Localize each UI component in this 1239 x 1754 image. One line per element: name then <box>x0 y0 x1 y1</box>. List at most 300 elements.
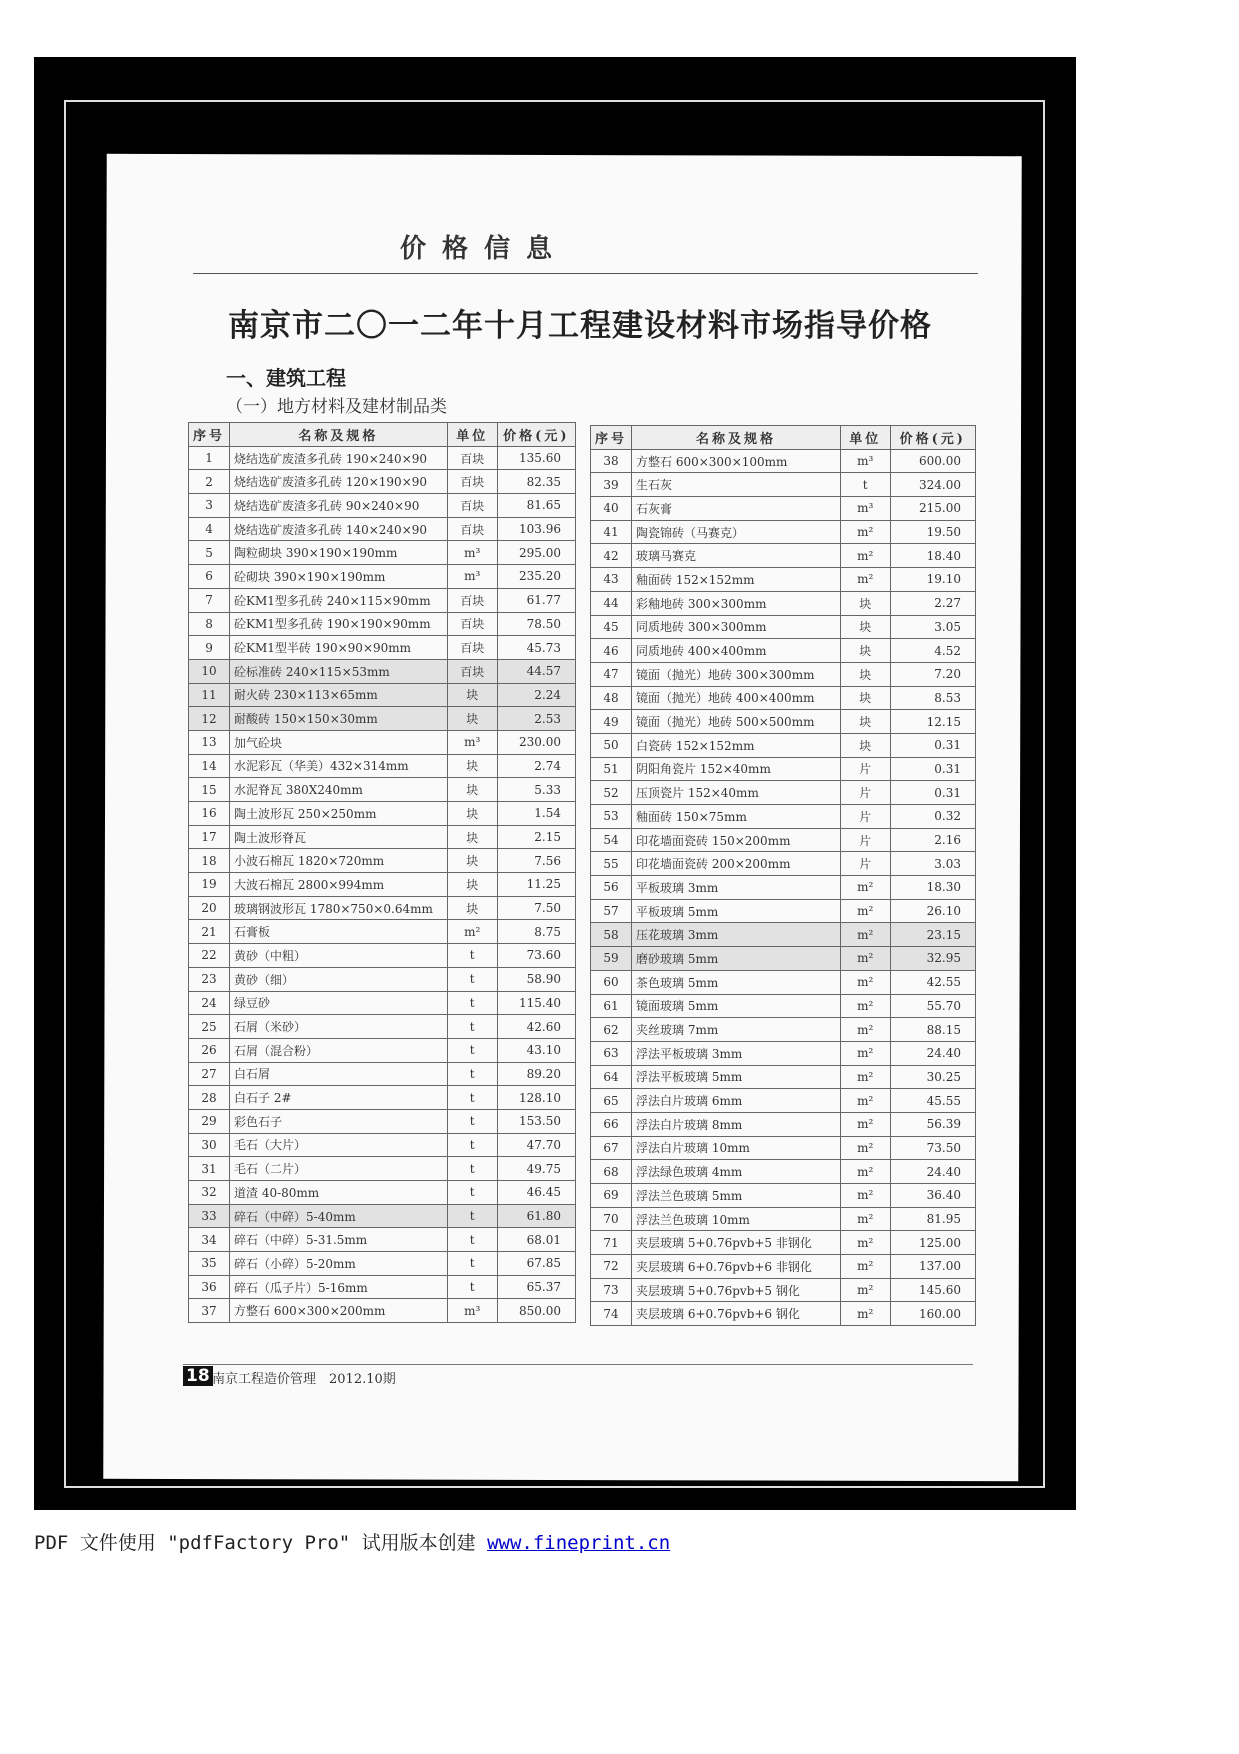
row-price: 19.50 <box>890 520 976 544</box>
table-row <box>591 1065 976 1089</box>
row-seq: 58 <box>591 923 632 947</box>
row-price: 61.80 <box>497 1204 575 1228</box>
row-unit: 块 <box>840 710 890 734</box>
row-name: 白石子 2# <box>230 1086 448 1110</box>
table-row <box>591 1231 976 1255</box>
row-unit: t <box>447 1015 497 1039</box>
row-name: 茶色玻璃 5mm <box>632 970 841 994</box>
row-seq: 16 <box>189 802 230 826</box>
row-unit: m³ <box>840 449 890 473</box>
row-unit: t <box>447 1228 497 1252</box>
table-row <box>189 636 576 660</box>
row-name: 耐火砖 230×113×65mm <box>230 683 448 707</box>
col-header-unit: 单位 <box>447 423 497 447</box>
row-name: 平板玻璃 3mm <box>632 876 841 900</box>
row-price: 45.73 <box>497 636 575 660</box>
row-seq: 24 <box>189 991 230 1015</box>
row-price: 30.25 <box>890 1065 976 1089</box>
row-unit: m³ <box>840 497 890 521</box>
row-seq: 40 <box>591 497 632 521</box>
row-unit: t <box>447 1181 497 1205</box>
row-unit: m³ <box>447 730 497 754</box>
row-name: 浮法平板玻璃 3mm <box>632 1041 841 1065</box>
table-row <box>591 615 976 639</box>
row-price: 42.60 <box>497 1015 575 1039</box>
table-row <box>591 757 976 781</box>
table-row <box>591 899 976 923</box>
row-price: 24.40 <box>890 1041 976 1065</box>
table-row <box>189 1015 576 1039</box>
table-row <box>189 707 576 731</box>
row-name: 陶瓷锦砖（马赛克） <box>632 520 841 544</box>
table-row <box>591 710 976 734</box>
table-row <box>591 781 976 805</box>
row-price: 850.00 <box>497 1299 575 1323</box>
row-unit: 百块 <box>447 446 497 470</box>
table-row <box>591 805 976 829</box>
row-name: 碎石（中碎）5-40mm <box>230 1204 448 1228</box>
row-unit: 百块 <box>447 588 497 612</box>
table-row <box>189 1109 576 1133</box>
row-seq: 21 <box>189 920 230 944</box>
row-unit: t <box>447 1038 497 1062</box>
subsection-heading: （一）地方材料及建材制品类 <box>226 397 447 417</box>
row-name: 阴阳角瓷片 152×40mm <box>632 757 841 781</box>
row-name: 磨砂玻璃 5mm <box>632 947 841 971</box>
row-name: 道渣 40-80mm <box>230 1181 448 1205</box>
row-price: 2.74 <box>497 754 575 778</box>
row-seq: 19 <box>189 873 230 897</box>
row-name: 黄砂（细） <box>230 967 448 991</box>
row-name: 压顶瓷片 152×40mm <box>632 781 841 805</box>
row-unit: m³ <box>447 1299 497 1323</box>
row-price: 3.03 <box>890 852 976 876</box>
row-name: 砼砌块 390×190×190mm <box>230 565 448 589</box>
row-unit: m² <box>840 1065 890 1089</box>
row-price: 42.55 <box>890 970 976 994</box>
watermark-link[interactable]: www.fineprint.cn <box>487 1532 671 1554</box>
row-seq: 43 <box>591 568 632 592</box>
row-unit: m² <box>840 544 890 568</box>
row-unit: 块 <box>840 733 890 757</box>
row-name: 镜面（抛光）地砖 300×300mm <box>632 662 841 686</box>
row-name: 印花墙面瓷砖 200×200mm <box>632 852 841 876</box>
row-unit: 百块 <box>447 470 497 494</box>
row-price: 5.33 <box>497 778 575 802</box>
row-unit: 百块 <box>447 494 497 518</box>
row-name: 玻璃钢波形瓦 1780×750×0.64mm <box>230 896 448 920</box>
row-price: 235.20 <box>497 565 575 589</box>
row-seq: 45 <box>591 615 632 639</box>
row-seq: 66 <box>591 1112 632 1136</box>
col-header-price: 价格(元) <box>890 426 976 450</box>
row-seq: 32 <box>189 1181 230 1205</box>
row-price: 145.60 <box>890 1278 976 1302</box>
row-name: 同质地砖 300×300mm <box>632 615 841 639</box>
row-price: 7.50 <box>497 896 575 920</box>
row-unit: m² <box>840 1255 890 1279</box>
row-unit: t <box>840 473 890 497</box>
row-price: 0.31 <box>890 757 976 781</box>
row-price: 82.35 <box>497 470 575 494</box>
row-seq: 49 <box>591 710 632 734</box>
row-unit: t <box>447 1062 497 1086</box>
col-header-seq: 序号 <box>189 423 230 447</box>
row-name: 陶土波形瓦 250×250mm <box>230 802 448 826</box>
row-seq: 25 <box>189 1015 230 1039</box>
row-name: 烧结选矿废渣多孔砖 190×240×90 <box>230 446 448 470</box>
row-seq: 31 <box>189 1157 230 1181</box>
table-row <box>189 446 576 470</box>
row-seq: 55 <box>591 852 632 876</box>
row-name: 浮法兰色玻璃 5mm <box>632 1184 841 1208</box>
row-price: 1.54 <box>497 802 575 826</box>
table-row <box>591 1184 976 1208</box>
price-table-right <box>590 425 976 1326</box>
row-price: 230.00 <box>497 730 575 754</box>
row-seq: 68 <box>591 1160 632 1184</box>
row-name: 镜面（抛光）地砖 500×500mm <box>632 710 841 734</box>
row-unit: 块 <box>447 754 497 778</box>
row-unit: 片 <box>840 852 890 876</box>
row-price: 19.10 <box>890 568 976 592</box>
row-unit: 块 <box>447 896 497 920</box>
row-unit: m² <box>840 1136 890 1160</box>
row-seq: 51 <box>591 757 632 781</box>
row-price: 44.57 <box>497 659 575 683</box>
row-unit: m² <box>840 923 890 947</box>
row-unit: 片 <box>840 781 890 805</box>
row-price: 2.53 <box>497 707 575 731</box>
row-seq: 20 <box>189 896 230 920</box>
magazine-issue: 南京工程造价管理 2012.10期 <box>212 1372 396 1387</box>
row-seq: 18 <box>189 849 230 873</box>
row-unit: m³ <box>447 541 497 565</box>
row-price: 32.95 <box>890 947 976 971</box>
row-seq: 37 <box>189 1299 230 1323</box>
row-name: 陶土波形脊瓦 <box>230 825 448 849</box>
row-unit: t <box>447 1086 497 1110</box>
row-price: 0.31 <box>890 781 976 805</box>
row-seq: 57 <box>591 899 632 923</box>
row-seq: 52 <box>591 781 632 805</box>
col-header-name: 名称及规格 <box>632 426 841 450</box>
row-price: 215.00 <box>890 497 976 521</box>
watermark-text: PDF 文件使用 "pdfFactory Pro" 试用版本创建 <box>34 1532 488 1554</box>
row-price: 23.15 <box>890 923 976 947</box>
row-price: 0.32 <box>890 805 976 829</box>
row-seq: 5 <box>189 541 230 565</box>
row-seq: 70 <box>591 1207 632 1231</box>
footer-rule <box>183 1364 973 1365</box>
row-seq: 47 <box>591 662 632 686</box>
row-price: 81.95 <box>890 1207 976 1231</box>
row-price: 67.85 <box>497 1252 575 1276</box>
row-name: 同质地砖 400×400mm <box>632 639 841 663</box>
table-row <box>189 754 576 778</box>
row-name: 加气砼块 <box>230 730 448 754</box>
row-seq: 72 <box>591 1255 632 1279</box>
row-name: 浮法绿色玻璃 4mm <box>632 1160 841 1184</box>
row-name: 砼KM1型半砖 190×90×90mm <box>230 636 448 660</box>
row-name: 烧结选矿废渣多孔砖 140×240×90 <box>230 517 448 541</box>
row-unit: 块 <box>840 639 890 663</box>
row-unit: t <box>447 967 497 991</box>
row-unit: m² <box>840 876 890 900</box>
row-seq: 73 <box>591 1278 632 1302</box>
row-name: 水泥脊瓦 380X240mm <box>230 778 448 802</box>
table-row <box>189 1157 576 1181</box>
row-name: 石灰膏 <box>632 497 841 521</box>
header-rule <box>193 273 978 274</box>
row-unit: 百块 <box>447 659 497 683</box>
table-row <box>591 1018 976 1042</box>
row-name: 砼标准砖 240×115×53mm <box>230 659 448 683</box>
row-name: 夹丝玻璃 7mm <box>632 1018 841 1042</box>
row-name: 烧结选矿废渣多孔砖 90×240×90 <box>230 494 448 518</box>
row-name: 浮法白片玻璃 10mm <box>632 1136 841 1160</box>
table-row <box>189 1299 576 1323</box>
row-unit: t <box>447 1109 497 1133</box>
table-row <box>591 923 976 947</box>
row-price: 137.00 <box>890 1255 976 1279</box>
row-name: 黄砂（中粗） <box>230 944 448 968</box>
table-row <box>189 944 576 968</box>
row-seq: 34 <box>189 1228 230 1252</box>
row-seq: 22 <box>189 944 230 968</box>
row-unit: m² <box>840 994 890 1018</box>
row-unit: 百块 <box>447 517 497 541</box>
table-row <box>189 1038 576 1062</box>
table-row <box>591 994 976 1018</box>
row-price: 8.75 <box>497 920 575 944</box>
table-row <box>591 497 976 521</box>
row-name: 浮法平板玻璃 5mm <box>632 1065 841 1089</box>
row-name: 生石灰 <box>632 473 841 497</box>
row-price: 24.40 <box>890 1160 976 1184</box>
table-row <box>591 568 976 592</box>
row-name: 绿豆砂 <box>230 991 448 1015</box>
row-seq: 65 <box>591 1089 632 1113</box>
table-row <box>591 733 976 757</box>
row-name: 夹层玻璃 6+0.76pvb+6 钢化 <box>632 1302 841 1326</box>
table-row <box>189 896 576 920</box>
section-heading: 一、建筑工程 <box>226 366 346 390</box>
row-price: 47.70 <box>497 1133 575 1157</box>
table-row <box>189 565 576 589</box>
row-unit: 块 <box>447 802 497 826</box>
row-price: 56.39 <box>890 1112 976 1136</box>
row-price: 4.52 <box>890 639 976 663</box>
row-price: 81.65 <box>497 494 575 518</box>
row-unit: m² <box>447 920 497 944</box>
row-price: 45.55 <box>890 1089 976 1113</box>
row-unit: m² <box>840 1302 890 1326</box>
row-name: 浮法白片玻璃 8mm <box>632 1112 841 1136</box>
row-seq: 26 <box>189 1038 230 1062</box>
row-seq: 35 <box>189 1252 230 1276</box>
table-row <box>189 1133 576 1157</box>
row-seq: 30 <box>189 1133 230 1157</box>
row-seq: 13 <box>189 730 230 754</box>
table-row <box>189 920 576 944</box>
table-row <box>189 1181 576 1205</box>
table-row <box>591 1136 976 1160</box>
row-seq: 36 <box>189 1275 230 1299</box>
row-unit: 块 <box>447 825 497 849</box>
row-price: 115.40 <box>497 991 575 1015</box>
row-unit: m² <box>840 1160 890 1184</box>
table-row <box>189 588 576 612</box>
row-price: 11.25 <box>497 873 575 897</box>
table-row <box>189 778 576 802</box>
row-price: 43.10 <box>497 1038 575 1062</box>
col-header-price: 价格(元) <box>497 423 575 447</box>
table-row <box>189 1228 576 1252</box>
row-price: 160.00 <box>890 1302 976 1326</box>
table-row <box>591 828 976 852</box>
page-number: 18 <box>183 1366 213 1386</box>
row-unit: 块 <box>840 686 890 710</box>
row-name: 方整石 600×300×100mm <box>632 449 841 473</box>
row-seq: 63 <box>591 1041 632 1065</box>
row-unit: t <box>447 1157 497 1181</box>
row-seq: 29 <box>189 1109 230 1133</box>
row-seq: 33 <box>189 1204 230 1228</box>
table-row <box>189 1252 576 1276</box>
row-name: 白瓷砖 152×152mm <box>632 733 841 757</box>
row-price: 26.10 <box>890 899 976 923</box>
row-seq: 67 <box>591 1136 632 1160</box>
row-unit: 块 <box>447 683 497 707</box>
row-price: 2.24 <box>497 683 575 707</box>
table-row <box>189 1062 576 1086</box>
row-price: 103.96 <box>497 517 575 541</box>
table-row <box>189 470 576 494</box>
row-unit: m² <box>840 568 890 592</box>
row-name: 浮法兰色玻璃 10mm <box>632 1207 841 1231</box>
table-row <box>591 1302 976 1326</box>
table-row <box>591 876 976 900</box>
row-price: 7.20 <box>890 662 976 686</box>
row-price: 3.05 <box>890 615 976 639</box>
table-row <box>591 1207 976 1231</box>
row-unit: 片 <box>840 757 890 781</box>
row-unit: t <box>447 1204 497 1228</box>
table-row <box>591 544 976 568</box>
row-seq: 60 <box>591 970 632 994</box>
row-unit: m² <box>840 899 890 923</box>
row-unit: m² <box>840 1278 890 1302</box>
row-price: 58.90 <box>497 967 575 991</box>
table-row <box>189 659 576 683</box>
col-header-name: 名称及规格 <box>230 423 448 447</box>
row-unit: 块 <box>840 615 890 639</box>
row-unit: t <box>447 1275 497 1299</box>
row-price: 12.15 <box>890 710 976 734</box>
row-name: 毛石（大片） <box>230 1133 448 1157</box>
row-seq: 39 <box>591 473 632 497</box>
row-unit: t <box>447 944 497 968</box>
table-row <box>189 612 576 636</box>
row-name: 玻璃马赛克 <box>632 544 841 568</box>
row-price: 2.15 <box>497 825 575 849</box>
table-row <box>189 825 576 849</box>
row-seq: 54 <box>591 828 632 852</box>
row-price: 153.50 <box>497 1109 575 1133</box>
row-price: 18.40 <box>890 544 976 568</box>
row-unit: 片 <box>840 805 890 829</box>
row-name: 耐酸砖 150×150×30mm <box>230 707 448 731</box>
table-row <box>591 1089 976 1113</box>
row-name: 水泥彩瓦（华美）432×314mm <box>230 754 448 778</box>
row-unit: 块 <box>840 662 890 686</box>
row-seq: 7 <box>189 588 230 612</box>
table-row <box>591 662 976 686</box>
table-row <box>189 967 576 991</box>
row-unit: 块 <box>447 873 497 897</box>
row-seq: 11 <box>189 683 230 707</box>
table-row <box>189 1204 576 1228</box>
row-price: 2.16 <box>890 828 976 852</box>
table-row <box>591 473 976 497</box>
row-unit: m² <box>840 520 890 544</box>
pdf-watermark <box>34 1528 670 1555</box>
row-name: 白石屑 <box>230 1062 448 1086</box>
row-seq: 15 <box>189 778 230 802</box>
row-unit: 百块 <box>447 636 497 660</box>
row-seq: 46 <box>591 639 632 663</box>
table-row <box>591 449 976 473</box>
row-price: 55.70 <box>890 994 976 1018</box>
row-price: 78.50 <box>497 612 575 636</box>
row-name: 烧结选矿废渣多孔砖 120×190×90 <box>230 470 448 494</box>
table-row <box>591 1278 976 1302</box>
row-unit: m² <box>840 947 890 971</box>
row-name: 浮法白片玻璃 6mm <box>632 1089 841 1113</box>
row-seq: 23 <box>189 967 230 991</box>
row-price: 46.45 <box>497 1181 575 1205</box>
row-name: 毛石（二片） <box>230 1157 448 1181</box>
row-name: 压花玻璃 3mm <box>632 923 841 947</box>
row-name: 釉面砖 152×152mm <box>632 568 841 592</box>
row-name: 小波石棉瓦 1820×720mm <box>230 849 448 873</box>
table-row <box>591 520 976 544</box>
row-seq: 28 <box>189 1086 230 1110</box>
row-seq: 1 <box>189 446 230 470</box>
table-row <box>591 686 976 710</box>
table-row <box>591 947 976 971</box>
row-name: 彩釉地砖 300×300mm <box>632 591 841 615</box>
row-seq: 4 <box>189 517 230 541</box>
row-seq: 64 <box>591 1065 632 1089</box>
row-name: 石屑（米砂） <box>230 1015 448 1039</box>
row-unit: t <box>447 991 497 1015</box>
row-unit: m² <box>840 1089 890 1113</box>
row-seq: 3 <box>189 494 230 518</box>
table-row <box>189 991 576 1015</box>
row-seq: 61 <box>591 994 632 1018</box>
price-table-left <box>188 422 576 1323</box>
page-title: 南京市二〇一二年十月工程建设材料市场指导价格 <box>228 308 932 344</box>
row-unit: m² <box>840 1041 890 1065</box>
row-seq: 10 <box>189 659 230 683</box>
row-name: 碎石（瓜子片）5-16mm <box>230 1275 448 1299</box>
table-row <box>591 1041 976 1065</box>
row-seq: 56 <box>591 876 632 900</box>
row-price: 128.10 <box>497 1086 575 1110</box>
row-unit: m² <box>840 1207 890 1231</box>
